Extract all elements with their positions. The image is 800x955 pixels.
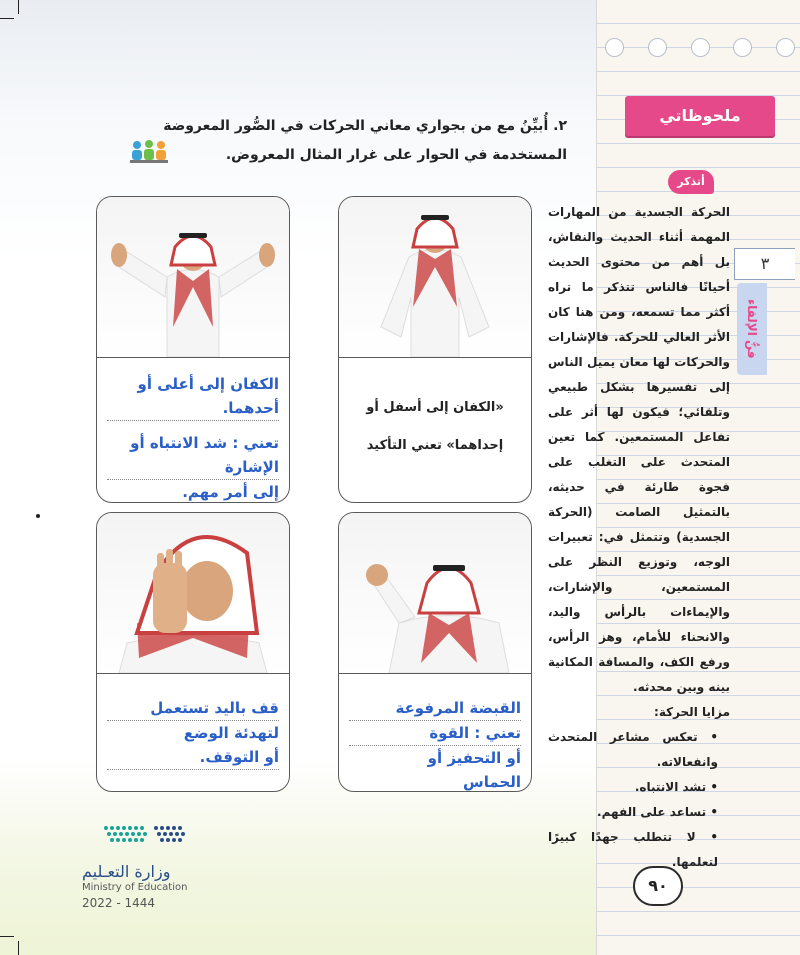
- benefit-item: • تعكس مشاعر المتحدث وانفعالاته.: [548, 725, 718, 775]
- binder-holes: [605, 38, 795, 58]
- question: [112, 112, 567, 170]
- stray-dot: [36, 514, 40, 518]
- binder-hole: [691, 38, 710, 57]
- page-number: ٩٠: [633, 866, 683, 906]
- caption-line: الحماس: [349, 770, 521, 792]
- benefits-title: مزايا الحركة:: [654, 705, 730, 719]
- caption-line: تعني : شد الانتباه أو الإشارة: [107, 431, 279, 480]
- binder-hole: [776, 38, 795, 57]
- man-stop-hand-figure: [97, 513, 289, 673]
- caption: [339, 358, 531, 468]
- ministry-name-ar: وزارة التعـليم: [82, 862, 171, 881]
- question-number: ٢.: [553, 118, 567, 134]
- caption-line: أو التوقف.: [107, 745, 279, 770]
- benefit-item: • تساعد على الفهم.: [548, 800, 718, 825]
- benefit-item: • لا تتطلب جهدًا كبيرًا لتعلمها.: [548, 825, 718, 875]
- recall-badge: أتذكر: [668, 170, 714, 194]
- question-text: أُبيِّنُ مع من بجواري معاني الحركات في الصُّور المعروضة المستخدمة في الحوار على غرار المثال المعروض.: [163, 118, 567, 163]
- caption: [97, 674, 289, 792]
- caption: [339, 674, 531, 792]
- ministry-name-en: Ministry of Education: [82, 882, 188, 893]
- man-raised-fist-figure: [339, 513, 531, 673]
- caption-line: أو التحفيز أو: [427, 749, 521, 767]
- ministry-logo-icon: [96, 820, 196, 850]
- unit-number: ٣: [734, 248, 795, 280]
- photo-raised-fist: [339, 513, 531, 674]
- ministry-year: 2022 - 1444: [82, 896, 156, 910]
- caption-line: تعني : القوة: [349, 721, 521, 746]
- binder-hole: [733, 38, 752, 57]
- man-palms-down-figure: [339, 197, 531, 357]
- gesture-card-raised-fist: [338, 512, 532, 792]
- unit-tab: فنُّ الإلقاء: [737, 283, 767, 375]
- caption-line: القبضة المرفوعة: [349, 696, 521, 721]
- recall-box: [548, 200, 730, 875]
- photo-palms-up: [97, 197, 289, 358]
- benefit-item: • تشد الانتباه.: [548, 775, 718, 800]
- photo-stop-hand: [97, 513, 289, 674]
- caption-line: «الكفان إلى أسفل أو: [366, 400, 504, 415]
- caption-line: إحداهما» تعني التأكيد: [366, 438, 504, 453]
- man-palms-up-figure: [97, 197, 289, 357]
- benefits-list: [548, 725, 730, 875]
- recall-paragraph: الحركة الجسدية من المهارات المهمة أثناء الحديث والنقاش، بل أهم من محتوى الحديث أحيانًا فالناس تتذكر ما تراه أكثر مما تسمعه، ومن هنا كان الأثر العالي للحركة. فالإشارات والحركات لها معان يميل الناس إلى تفسيرها بشكل طبيعي وتلقائي؛ فيكون لها أثر على تفاعل المستمعين. كما تعين المتحدث على التغلب على فجوة طارئة في حديثه، بالتمثيل الصامت (الحركة الجسدية) وتتمثل في: تعبيرات الوجه، وتوزيع النظر على المستمعين، والإشارات، والإيماءات بالرأس واليد، والانحناء للأمام، وهز الرأس، ورفع الكف، والمسافة المكانية بينه وبين محدثه.: [548, 205, 730, 694]
- gesture-card-palms-down: [338, 196, 532, 503]
- group-discussion-icon: [128, 138, 170, 164]
- crop-mark: [0, 936, 14, 937]
- notes-title: ملحوظاتي: [625, 96, 775, 136]
- gesture-card-stop-hand: [96, 512, 290, 792]
- crop-mark: [18, 0, 19, 14]
- binder-hole: [648, 38, 667, 57]
- crop-mark: [0, 18, 14, 19]
- binder-hole: [605, 38, 624, 57]
- crop-mark: [18, 941, 19, 955]
- photo-palms-down: [339, 197, 531, 358]
- caption-line: قف باليد تستعمل: [107, 696, 279, 721]
- blank-line: [107, 770, 279, 792]
- caption-line: الكفان إلى أعلى أو أحدهما.: [107, 372, 279, 421]
- caption-line: لتهدئة الوضع: [183, 724, 279, 742]
- caption-line: إلى أمر مهم.: [107, 480, 279, 503]
- caption: [97, 358, 289, 503]
- gesture-card-palms-up: [96, 196, 290, 503]
